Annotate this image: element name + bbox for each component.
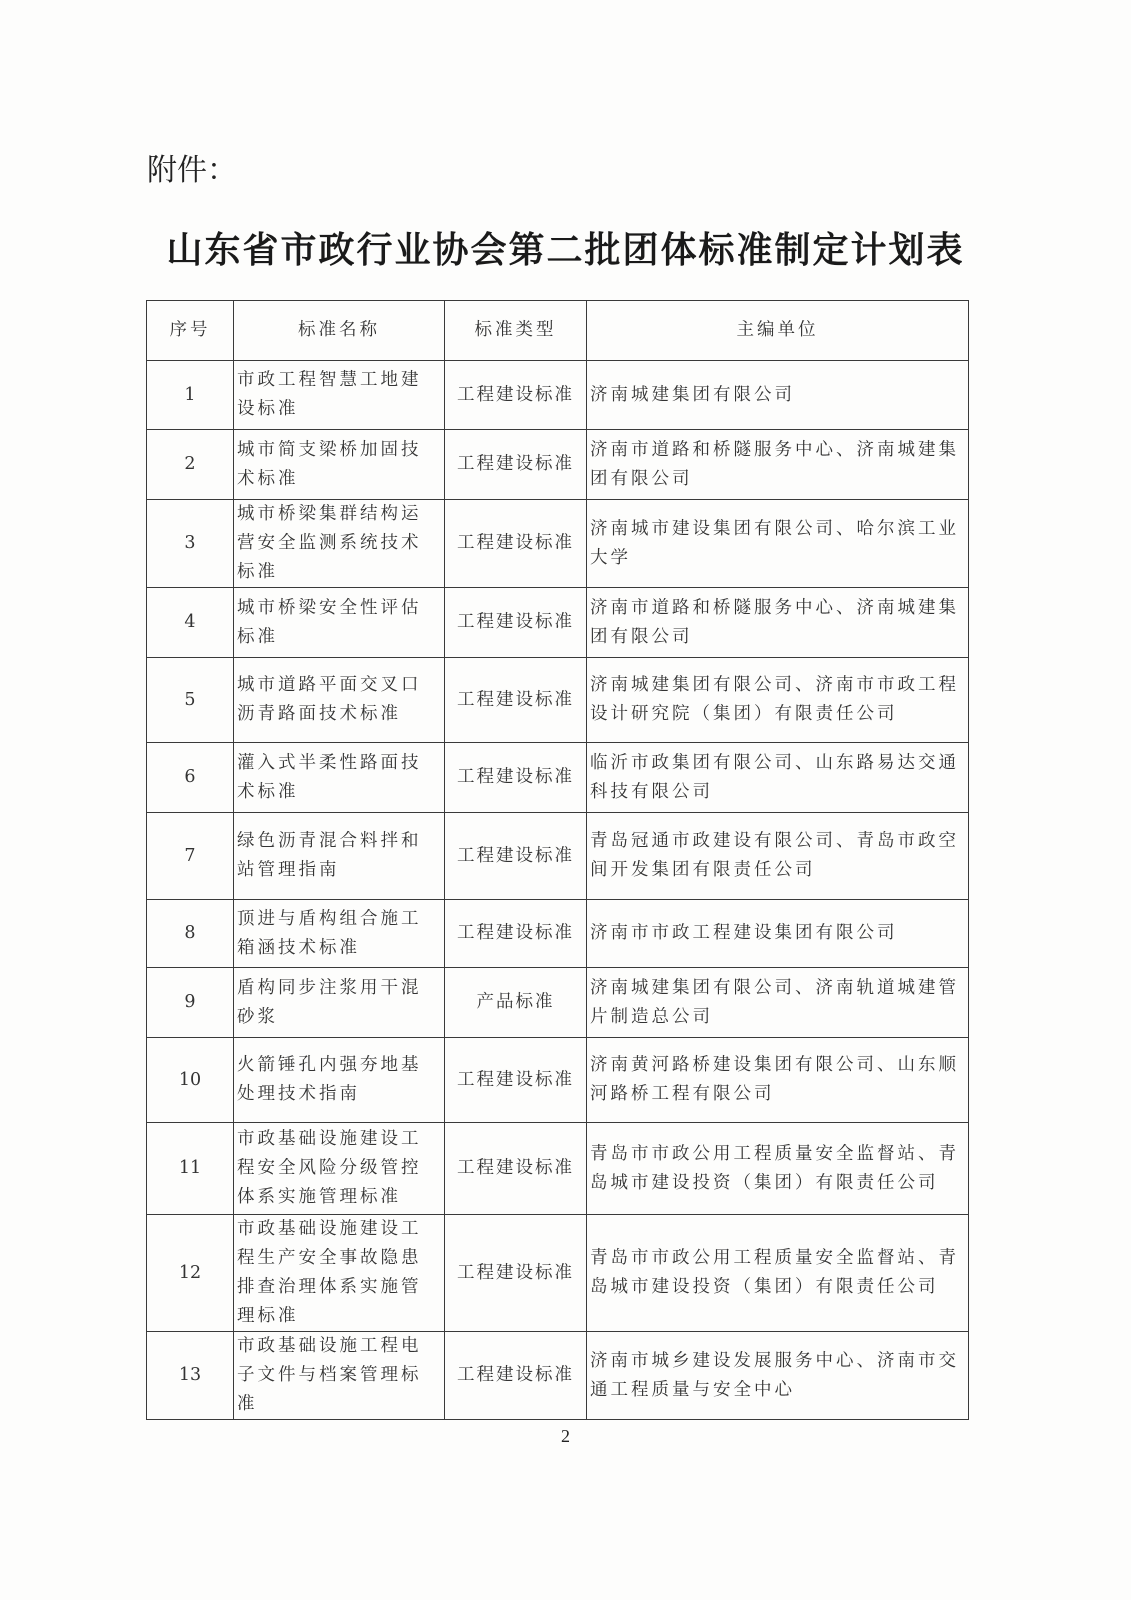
header-standard-name: 标准名称 <box>234 301 445 361</box>
standard-name-cell: 绿色沥青混合料拌和站管理指南 <box>234 813 445 900</box>
chief-editor-unit-cell: 济南黄河路桥建设集团有限公司、山东顺河路桥工程有限公司 <box>587 1038 969 1123</box>
chief-editor-unit-cell: 济南城市建设集团有限公司、哈尔滨工业大学 <box>587 500 969 588</box>
serial-number-cell: 10 <box>147 1038 234 1123</box>
standard-type-cell: 工程建设标准 <box>445 658 587 743</box>
table-row <box>147 361 969 430</box>
serial-number-cell: 1 <box>147 361 234 430</box>
standard-name-cell: 市政工程智慧工地建设标准 <box>234 361 445 430</box>
serial-number-cell: 4 <box>147 588 234 658</box>
standard-type-cell: 工程建设标准 <box>445 430 587 500</box>
document-title: 山东省市政行业协会第二批团体标准制定计划表 <box>166 230 965 271</box>
standard-name-cell: 市政基础设施工程电子文件与档案管理标准 <box>234 1332 445 1420</box>
table-row <box>147 1215 969 1332</box>
table-row <box>147 588 969 658</box>
standard-name-cell: 城市桥梁集群结构运营安全监测系统技术标准 <box>234 500 445 588</box>
table-row <box>147 430 969 500</box>
standard-type-cell: 工程建设标准 <box>445 900 587 968</box>
header-standard-type: 标准类型 <box>445 301 587 361</box>
chief-editor-unit-cell: 济南市道路和桥隧服务中心、济南城建集团有限公司 <box>587 588 969 658</box>
table-row <box>147 1123 969 1215</box>
page-number: 2 <box>561 1426 570 1446</box>
standard-name-cell: 城市道路平面交叉口沥青路面技术标准 <box>234 658 445 743</box>
standards-plan-table <box>146 300 969 1420</box>
chief-editor-unit-cell: 济南市城乡建设发展服务中心、济南市交通工程质量与安全中心 <box>587 1332 969 1420</box>
standard-type-cell: 工程建设标准 <box>445 813 587 900</box>
standard-type-cell: 工程建设标准 <box>445 1123 587 1215</box>
chief-editor-unit-cell: 青岛市市政公用工程质量安全监督站、青岛城市建设投资（集团）有限责任公司 <box>587 1215 969 1332</box>
standard-type-cell: 工程建设标准 <box>445 588 587 658</box>
chief-editor-unit-cell: 济南城建集团有限公司、济南市市政工程设计研究院（集团）有限责任公司 <box>587 658 969 743</box>
table-row <box>147 1332 969 1420</box>
standard-name-cell: 火箭锤孔内强夯地基处理技术指南 <box>234 1038 445 1123</box>
standard-type-cell: 工程建设标准 <box>445 361 587 430</box>
chief-editor-unit-cell: 临沂市政集团有限公司、山东路易达交通科技有限公司 <box>587 743 969 813</box>
table-row <box>147 658 969 743</box>
standard-type-cell: 产品标准 <box>445 968 587 1038</box>
serial-number-cell: 12 <box>147 1215 234 1332</box>
table-row <box>147 500 969 588</box>
chief-editor-unit-cell: 青岛市市政公用工程质量安全监督站、青岛城市建设投资（集团）有限责任公司 <box>587 1123 969 1215</box>
chief-editor-unit-cell: 济南城建集团有限公司 <box>587 361 969 430</box>
table-row <box>147 743 969 813</box>
standard-name-cell: 城市简支梁桥加固技术标准 <box>234 430 445 500</box>
chief-editor-unit-cell: 青岛冠通市政建设有限公司、青岛市政空间开发集团有限责任公司 <box>587 813 969 900</box>
serial-number-cell: 6 <box>147 743 234 813</box>
standard-type-cell: 工程建设标准 <box>445 1038 587 1123</box>
standard-type-cell: 工程建设标准 <box>445 1215 587 1332</box>
standard-name-cell: 灌入式半柔性路面技术标准 <box>234 743 445 813</box>
chief-editor-unit-cell: 济南城建集团有限公司、济南轨道城建管片制造总公司 <box>587 968 969 1038</box>
table-row <box>147 900 969 968</box>
standard-name-cell: 城市桥梁安全性评估标准 <box>234 588 445 658</box>
standard-name-cell: 市政基础设施建设工程安全风险分级管控体系实施管理标准 <box>234 1123 445 1215</box>
serial-number-cell: 9 <box>147 968 234 1038</box>
serial-number-cell: 7 <box>147 813 234 900</box>
serial-number-cell: 5 <box>147 658 234 743</box>
serial-number-cell: 2 <box>147 430 234 500</box>
serial-number-cell: 13 <box>147 1332 234 1420</box>
chief-editor-unit-cell: 济南市道路和桥隧服务中心、济南城建集团有限公司 <box>587 430 969 500</box>
standard-type-cell: 工程建设标准 <box>445 1332 587 1420</box>
attachment-label: 附件： <box>147 153 237 188</box>
chief-editor-unit-cell: 济南市市政工程建设集团有限公司 <box>587 900 969 968</box>
header-serial-number: 序号 <box>147 301 234 361</box>
header-chief-editor-unit: 主编单位 <box>587 301 969 361</box>
serial-number-cell: 3 <box>147 500 234 588</box>
serial-number-cell: 8 <box>147 900 234 968</box>
table-row <box>147 1038 969 1123</box>
standard-name-cell: 盾构同步注浆用干混砂浆 <box>234 968 445 1038</box>
table-row <box>147 813 969 900</box>
standard-type-cell: 工程建设标准 <box>445 500 587 588</box>
serial-number-cell: 11 <box>147 1123 234 1215</box>
standard-type-cell: 工程建设标准 <box>445 743 587 813</box>
table-header-row <box>147 301 969 361</box>
table-row <box>147 968 969 1038</box>
standard-name-cell: 市政基础设施建设工程生产安全事故隐患排查治理体系实施管理标准 <box>234 1215 445 1332</box>
standard-name-cell: 顶进与盾构组合施工箱涵技术标准 <box>234 900 445 968</box>
